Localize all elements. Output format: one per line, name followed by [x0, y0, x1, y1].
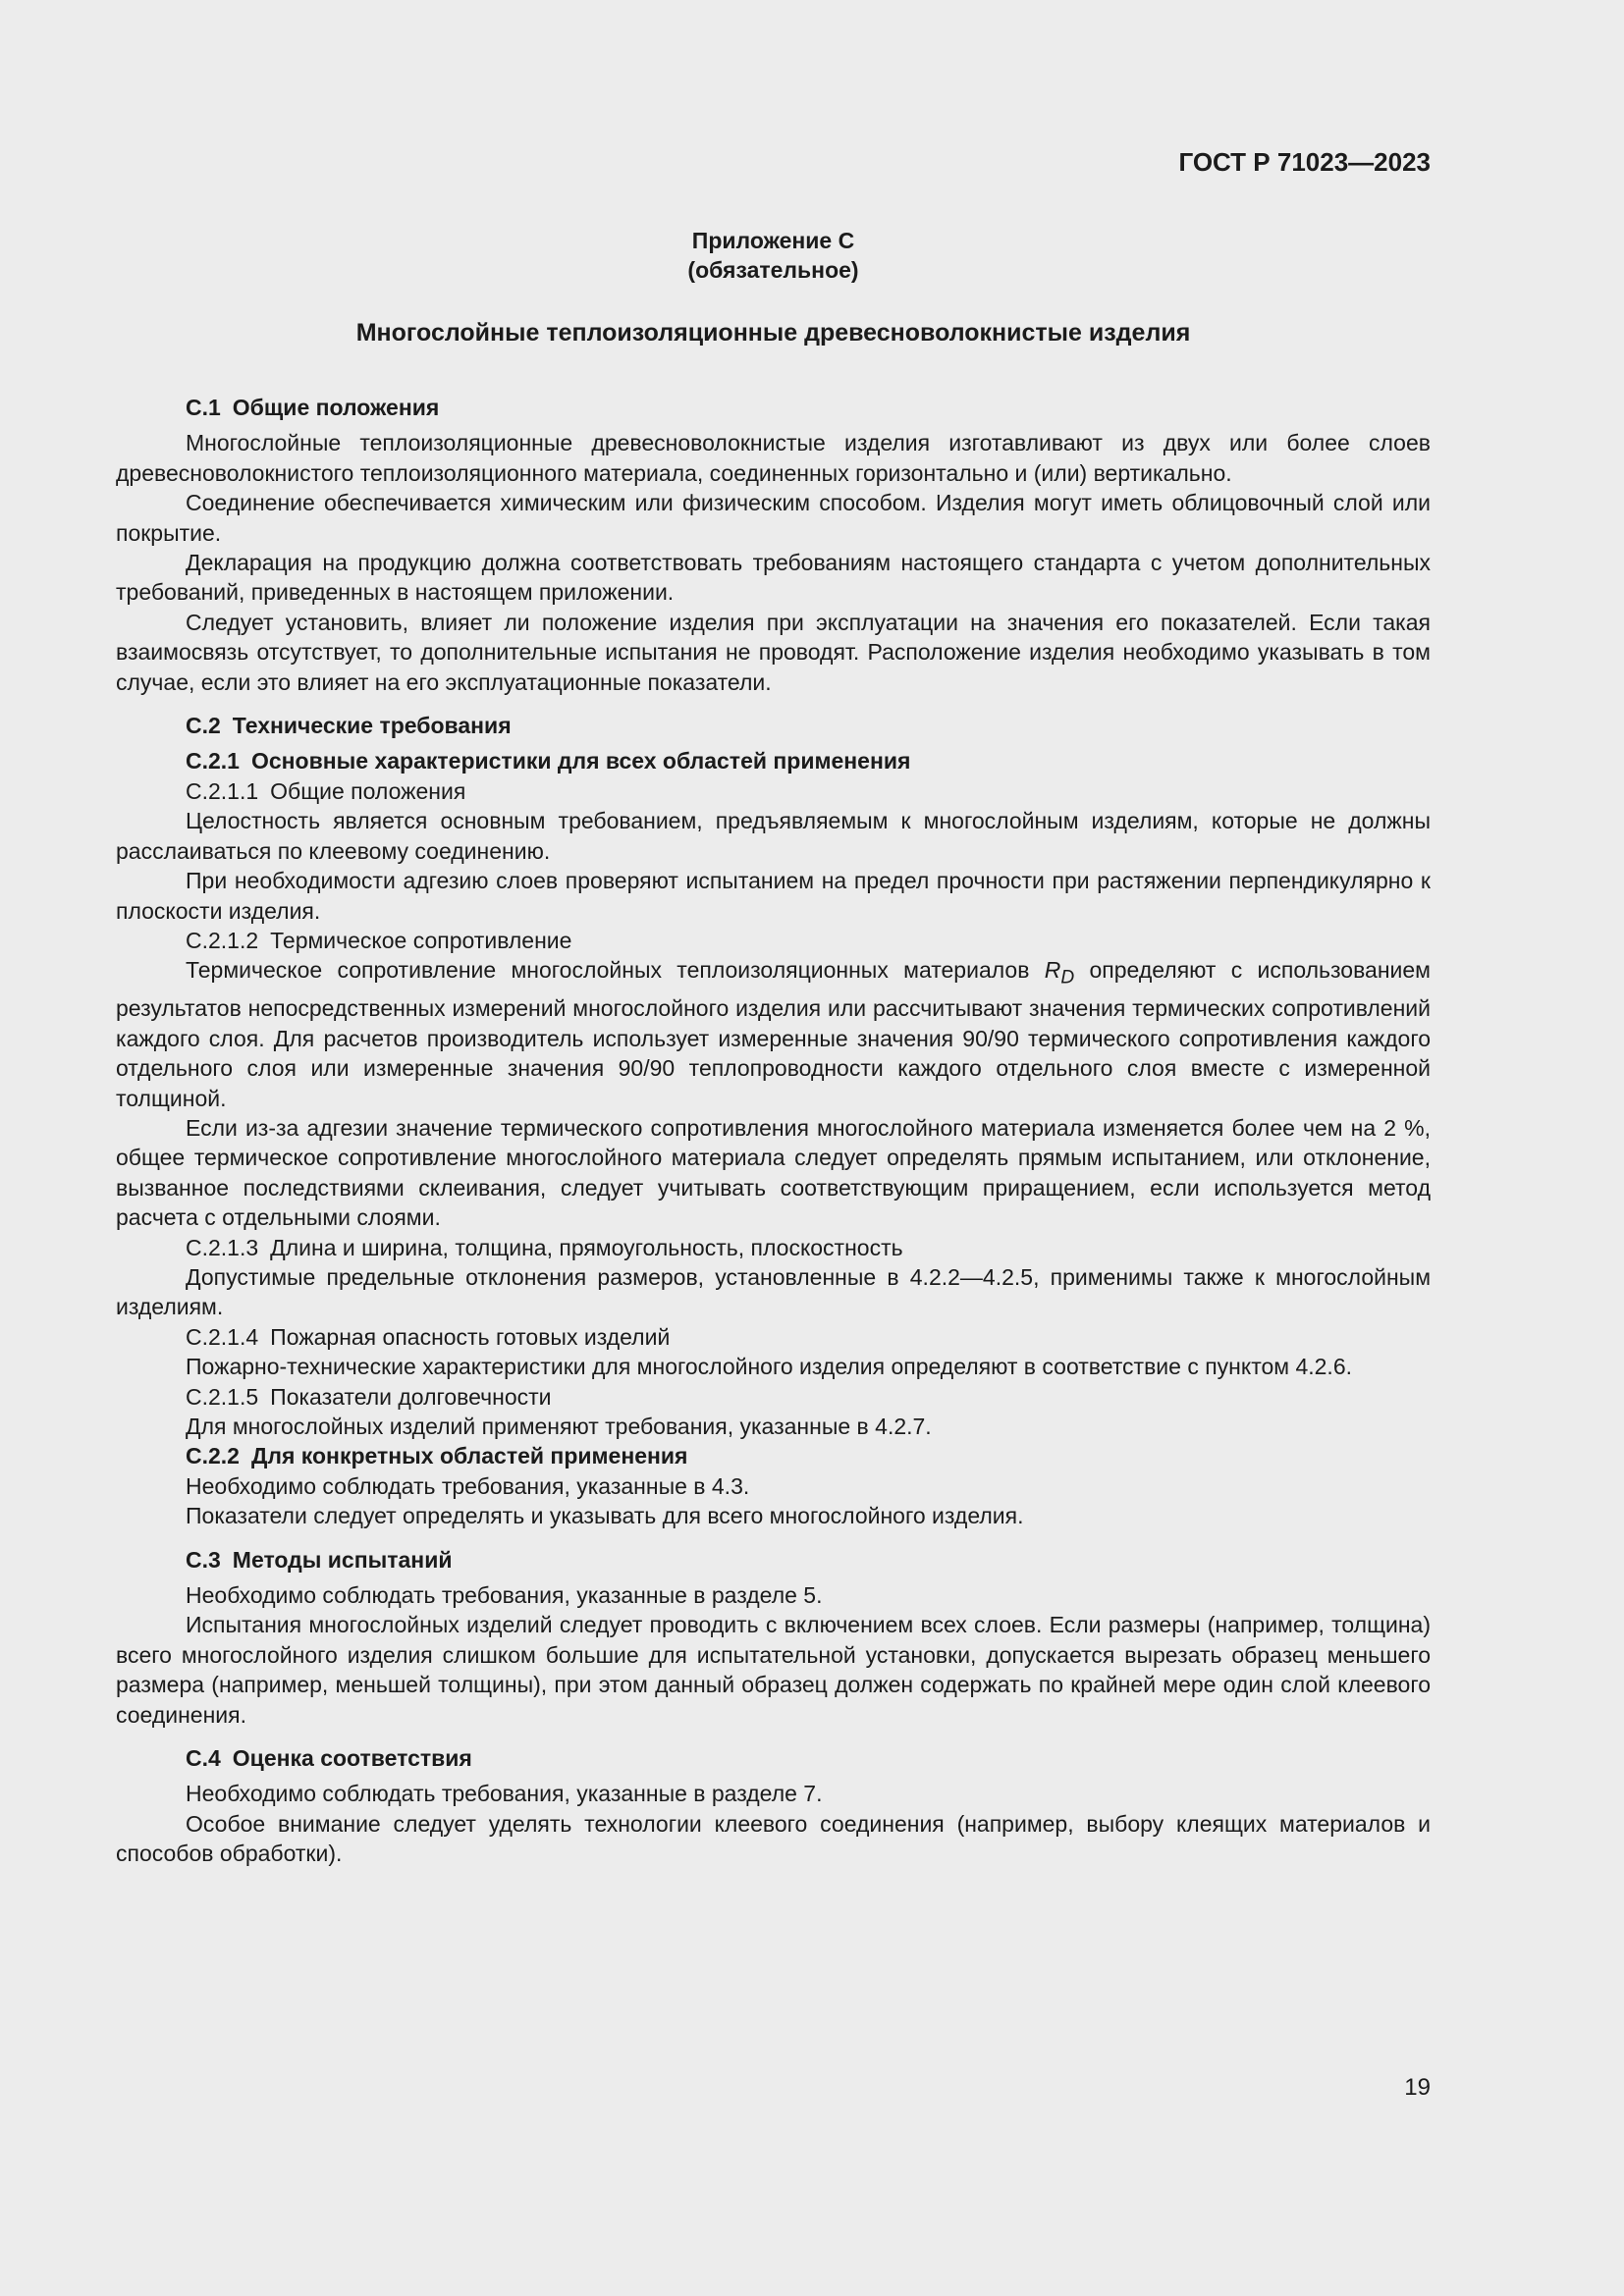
clause-title: Показатели долговечности — [270, 1383, 552, 1410]
subsection-heading-c2-1 — [116, 746, 1431, 775]
appendix-title: Многослойные теплоизоляционные древесноволокнистые изделия — [355, 319, 1191, 347]
paragraph-thermal-resistance — [116, 955, 1431, 1113]
paragraph: При необходимости адгезию слоев проверяют испытанием на предел прочности при растяжении перпендикулярно к плоскости изделия. — [116, 868, 1431, 924]
paragraph: Следует установить, влияет ли положение изделия при эксплуатации на значения его показателей. Если такая взаимосвязь отсутствует, то дополнительные испытания не проводят. Расположение изделия необходимо указывать в том случае, если это влияет на его эксплуатационные показатели. — [116, 609, 1431, 695]
paragraph: Допустимые предельные отклонения размеров, установленные в 4.2.2—4.2.5, применимы также к многослойным изделиям. — [116, 1263, 1431, 1320]
section-heading-c2 — [116, 711, 1431, 740]
section-title: Технические требования — [232, 713, 512, 739]
subsection-title: Для конкретных областей применения — [250, 1443, 688, 1469]
clause-title: Пожарная опасность готовых изделий — [270, 1323, 671, 1350]
subsection-number: С.2.1 — [186, 748, 240, 774]
section-title: Оценка соответствия — [232, 1745, 472, 1772]
clause-heading-c2-1-2 — [116, 926, 1431, 955]
clause-title: Термическое сопротивление — [270, 927, 572, 953]
clause-heading-c2-1-5 — [116, 1382, 1431, 1412]
clause-number: С.2.1.5 — [186, 1383, 259, 1410]
paragraph: Показатели следует определять и указывать для всего многослойного изделия. — [186, 1503, 1024, 1529]
section-title: Общие положения — [232, 395, 440, 420]
paragraph: Пожарно-технические характеристики для многослойного изделия определяют в соответствие с пунктом 4.2.6. — [186, 1354, 1353, 1380]
section-number: С.3 — [186, 1546, 221, 1573]
text-run: определяют с использованием результатов непосредственных измерений многослойного изделия или рассчитывают значения термических сопротивлений каждого слоя. Для расчетов производитель использует измеренные значения 90/90 термического сопротивления каждого отдельного слоя или измеренные значения 90/90 теплопроводности каждого отдельного слоя вместе с измеренной толщиной. — [116, 957, 1431, 1111]
paragraph: Необходимо соблюдать требования, указанные в разделе 7. — [186, 1781, 823, 1807]
paragraph: Если из-за адгезии значение термического сопротивления многослойного материала изменяется более чем на 2 %, общее термическое сопротивление многослойного материала следует определять прямым испытанием, или отклонение, вызванное последствиями склеивания, следует учитывать соответствующим приращением, если используется метод расчета с отдельными слоями. — [116, 1114, 1431, 1231]
section-heading-c4 — [116, 1743, 1431, 1773]
clause-heading-c2-1-1 — [116, 776, 1431, 806]
paragraph: Для многослойных изделий применяют требования, указанные в 4.2.7. — [186, 1414, 932, 1439]
subsection-heading-c2-2 — [116, 1441, 1431, 1470]
paragraph: Декларация на продукцию должна соответствовать требованиям настоящего стандарта с учетом дополнительных требований, приведенных в настоящем приложении. — [116, 550, 1431, 606]
symbol-r: R — [1044, 957, 1061, 984]
clause-number: С.2.1.4 — [186, 1323, 259, 1350]
section-number: С.2 — [186, 713, 221, 739]
clause-title: Длина и ширина, толщина, прямоугольность, плоскостность — [270, 1234, 903, 1260]
clause-title: Общие положения — [270, 777, 466, 804]
clause-number: С.2.1.3 — [186, 1234, 259, 1260]
document-code-header: ГОСТ Р 71023—2023 — [1178, 147, 1431, 177]
appendix-heading — [116, 226, 1431, 285]
text-run: Термическое сопротивление многослойных теплоизоляционных материалов — [186, 957, 1045, 984]
section-number: С.4 — [186, 1745, 221, 1772]
document-body — [116, 393, 1431, 1869]
section-number: С.1 — [186, 395, 221, 420]
page-number: 19 — [1404, 2074, 1431, 2101]
paragraph: Особое внимание следует уделять технологии клеевого соединения (например, выбору клеящих материалов и способов обработки). — [116, 1810, 1431, 1867]
paragraph: Соединение обеспечивается химическим или физическим способом. Изделия могут иметь облицовочный слой или покрытие. — [116, 490, 1431, 546]
paragraph: Многослойные теплоизоляционные древесноволокнистые изделия изготавливают из двух или более слоев древесноволокнистого теплоизоляционного материала, соединенных горизонтально и (или) вертикально. — [116, 430, 1431, 486]
paragraph: Испытания многослойных изделий следует проводить с включением всех слоев. Если размеры (например, толщина) всего многослойного изделия слишком большие для испытательной установки, допускается вырезать образец меньшего размера (например, меньшей толщины), при этом данный образец должен содержать по крайней мере один слой клеевого соединения. — [116, 1612, 1431, 1728]
clause-number: С.2.1.2 — [186, 927, 259, 953]
subsection-number: С.2.2 — [186, 1443, 240, 1469]
clause-number: С.2.1.1 — [186, 777, 259, 804]
section-heading-c3 — [116, 1545, 1431, 1575]
clause-heading-c2-1-3 — [116, 1233, 1431, 1262]
subsection-title: Основные характеристики для всех областей применения — [250, 748, 911, 774]
appendix-label: Приложение С — [691, 228, 855, 253]
clause-heading-c2-1-4 — [116, 1322, 1431, 1352]
document-page — [116, 0, 1431, 2296]
paragraph: Необходимо соблюдать требования, указанные в 4.3. — [186, 1472, 750, 1499]
appendix-status: (обязательное) — [687, 257, 859, 283]
section-title: Методы испытаний — [232, 1546, 453, 1573]
section-heading-c1 — [116, 393, 1431, 422]
paragraph: Необходимо соблюдать требования, указанные в разделе 5. — [186, 1582, 823, 1609]
symbol-subscript-d: D — [1060, 967, 1075, 988]
paragraph: Целостность является основным требованием, предъявляемым к многослойным изделиям, которые не должны расслаиваться по клеевому соединению. — [116, 808, 1431, 864]
